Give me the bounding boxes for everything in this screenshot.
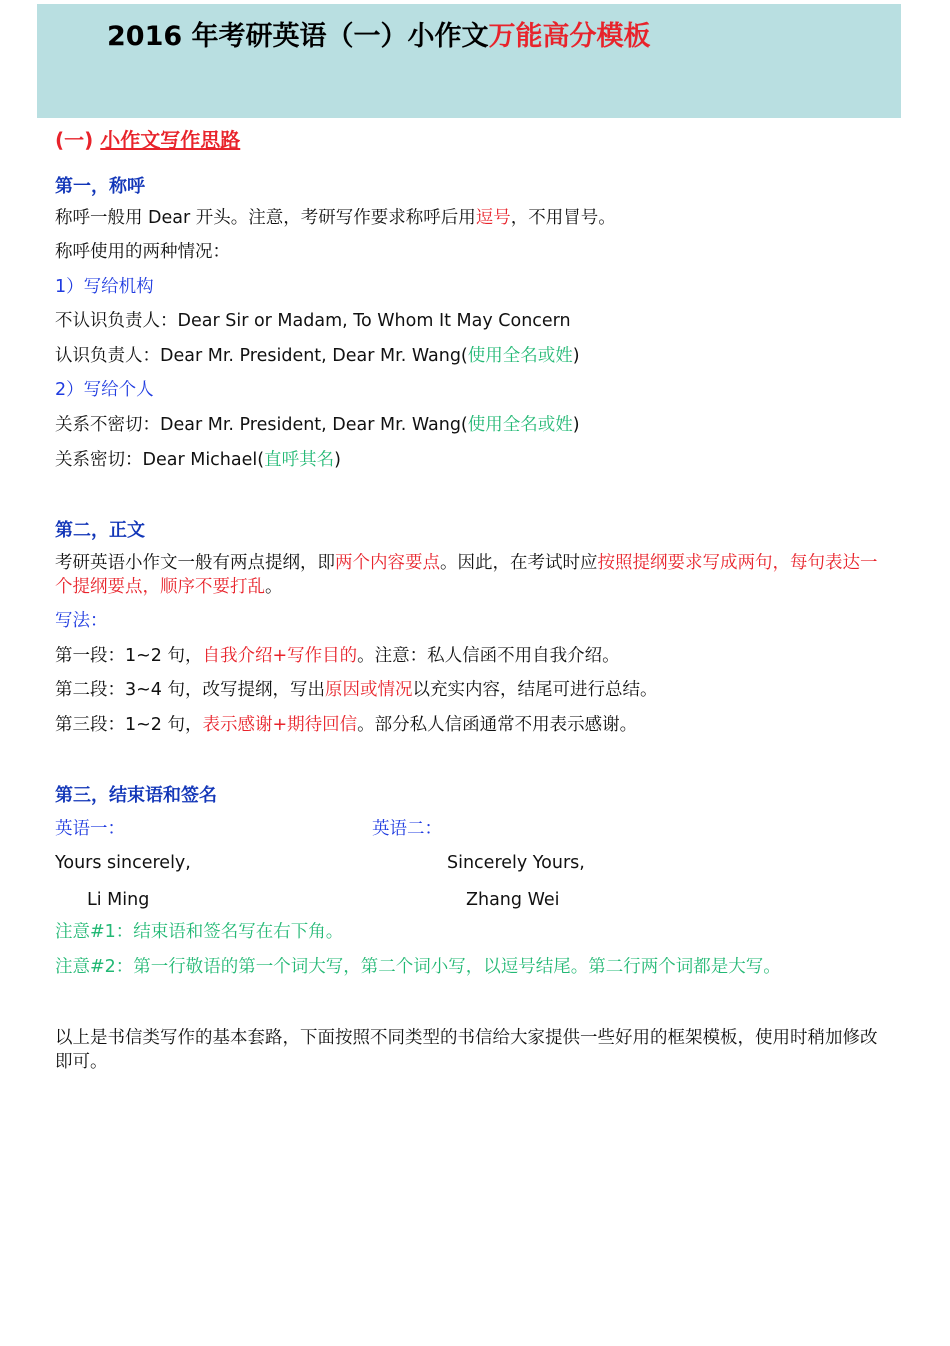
note-1: 注意#1：结束语和签名写在右下角。 — [55, 922, 344, 942]
text: 关系不密切：Dear Mr. President, Dear Mr. Wang( — [55, 415, 468, 435]
text: 第三段：1~2 句， — [55, 715, 203, 735]
english2-closing: Sincerely Yours, — [447, 853, 585, 873]
highlight-red: 原因或情况 — [325, 680, 413, 700]
text: ，不用冒号。 — [510, 208, 616, 228]
text: ) — [334, 450, 341, 470]
page-title-highlight: 万能高分模板 — [488, 21, 651, 52]
page-title — [107, 14, 651, 53]
highlight-red: 表示感谢+期待回信 — [202, 715, 358, 735]
part1-heading: 第一，称呼 — [55, 176, 145, 197]
text: 第二段：3~4 句，改写提纲，写出 — [55, 680, 325, 700]
text: 。部分私人信函通常不用表示感谢。 — [357, 715, 638, 735]
part2-step-1 — [55, 644, 620, 668]
part1-line-not-close — [55, 413, 580, 437]
text: 。 — [265, 577, 283, 597]
section-heading — [55, 124, 240, 153]
english2-label: 英语二： — [372, 819, 442, 839]
english2-signature: Zhang Wei — [466, 890, 560, 910]
highlight-green: 使用全名或姓 — [467, 346, 573, 366]
highlight-green: 使用全名或姓 — [467, 415, 573, 435]
text: 关系密切：Dear Michael( — [55, 450, 265, 470]
part2-step-2 — [55, 678, 658, 702]
text: 考研英语小作文一般有两点提纲，即 — [55, 553, 335, 573]
text: ) — [572, 346, 580, 366]
text: 称呼一般用 Dear 开头。注意，考研写作要求称呼后用 — [55, 208, 476, 228]
text: 。注意：私人信函不用自我介绍。 — [357, 646, 620, 666]
part2-method-label: 写法： — [55, 611, 108, 631]
text: 。因此，在考试时应 — [440, 553, 598, 573]
part3-heading: 第三，结束语和签名 — [55, 785, 217, 806]
english1-signature: Li Ming — [87, 890, 150, 910]
highlight-green: 直呼其名 — [264, 450, 335, 470]
highlight-red: 按照提纲要求写成两句，每句表达一个提纲要点，顺序不要打乱 — [55, 553, 878, 597]
english1-label: 英语一： — [55, 819, 125, 839]
part1-line-unknown-person: 不认识负责人：Dear Sir or Madam, To Whom It May Concern — [55, 311, 571, 331]
english1-closing: Yours sincerely, — [55, 853, 191, 873]
part1-subheading-individual: 2）写给个人 — [55, 380, 154, 400]
part1-line-known-person — [55, 344, 580, 368]
part1-line-close — [55, 448, 341, 472]
page-title-main: 2016 年考研英语（一）小作文 — [107, 21, 489, 52]
text: 以充实内容，结尾可进行总结。 — [412, 680, 658, 700]
highlight-red: 逗号 — [475, 208, 511, 228]
note-2: 注意#2：第一行敬语的第一个词大写，第二个词小写，以逗号结尾。第二行两个词都是大写。 — [55, 957, 781, 977]
text: 第一段：1~2 句， — [55, 646, 203, 666]
section-number: (一) — [55, 128, 94, 152]
text: ) — [572, 415, 580, 435]
part2-heading: 第二，正文 — [55, 520, 145, 541]
summary-paragraph: 以上是书信类写作的基本套路，下面按照不同类型的书信给大家提供一些好用的框架模板，使用时稍加修改即可。 — [55, 1028, 878, 1072]
text: 认识负责人：Dear Mr. President, Dear Mr. Wang( — [55, 346, 468, 366]
highlight-red: 自我介绍+写作目的 — [202, 646, 358, 666]
part2-step-3 — [55, 713, 637, 737]
part1-line-1 — [55, 206, 616, 230]
highlight-red: 两个内容要点 — [335, 553, 440, 573]
section-title: 小作文写作思路 — [100, 128, 241, 152]
part2-paragraph — [55, 551, 885, 599]
part1-subheading-institution: 1）写给机构 — [55, 277, 154, 297]
part1-line-2: 称呼使用的两种情况： — [55, 242, 230, 262]
